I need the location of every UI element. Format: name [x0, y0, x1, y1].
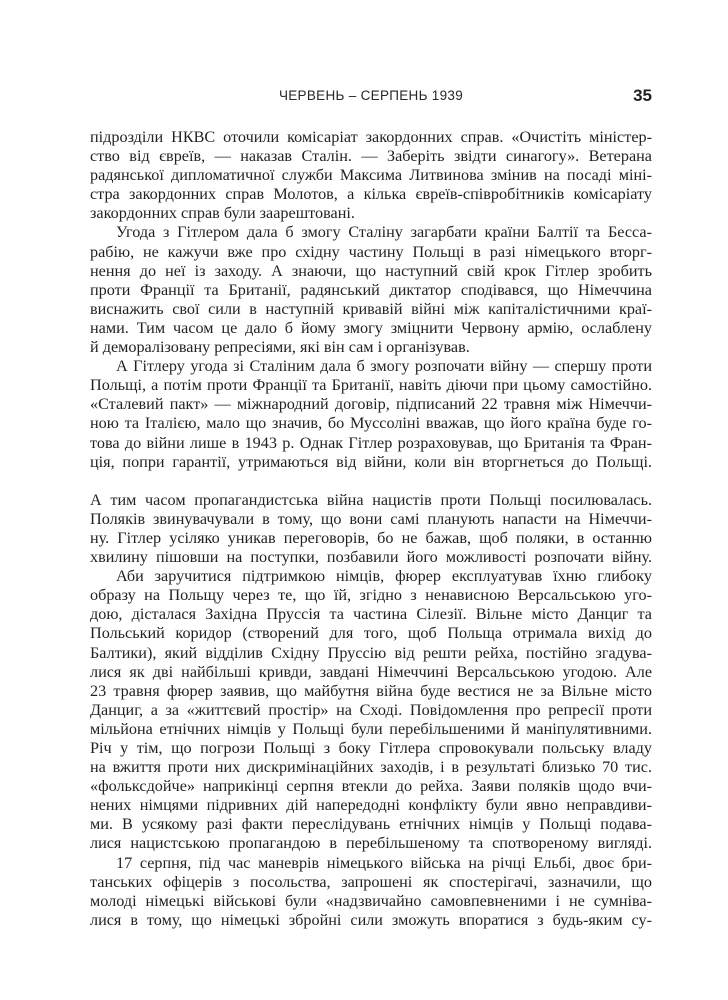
text-line-content: танських офіцерів з посольства, запрошені як спостерігачі, зазначили, що	[90, 872, 652, 891]
page-header	[90, 86, 652, 110]
text-line	[90, 338, 652, 357]
text-line	[90, 376, 652, 395]
text-line	[90, 873, 652, 892]
text-line-content: 23 травня фюрер заявив, що майбутня війна буде вестися не за Вільне місто	[90, 681, 652, 700]
text-line-content: рабію, не кажучи вже про східну частину Польщі в разі німецького вторг-	[90, 242, 652, 261]
text-line	[90, 414, 652, 433]
text-line	[90, 624, 652, 643]
text-line-content: виснажить свої сили в наступній кривавій війні між капіталістичними краї-	[90, 299, 652, 318]
text-line-content: проти Франції та Британії, радянський диктатор сподівався, що Німеччина	[90, 280, 652, 299]
text-line-content: ною та Італією, мало що значив, бо Муссоліні вважав, що його країна буде го-	[90, 414, 652, 433]
text-line	[90, 395, 652, 414]
text-line-content: «фольксдойче» наприкінці серпня втекли до рейха. Заяви поляків щодо вчи-	[90, 777, 652, 796]
text-line	[90, 491, 652, 510]
text-line	[90, 777, 652, 796]
text-line	[90, 720, 652, 739]
text-line-content: А тим часом пропагандистська війна нацистів проти Польщі посилювалась.	[90, 490, 652, 509]
text-line	[90, 815, 652, 834]
text-line-content: радянської дипломатичної служби Максима Литвинова змінив на посаді міні-	[90, 166, 652, 185]
text-line	[90, 548, 652, 567]
text-line	[90, 644, 652, 663]
text-line	[90, 319, 652, 338]
text-line-content: молоді німецькі військові були «надзвичайно самовпевненими і не сумніва-	[90, 891, 652, 910]
text-line-content: А Гітлеру угода зі Сталіним дала б змогу розпочати війну — спершу проти	[116, 357, 652, 376]
text-line	[90, 357, 652, 376]
text-line-content: й деморалізовану репресіями, які він сам і організував.	[90, 338, 470, 357]
text-line-content: Річ у тім, що погрози Польщі з боку Гітлера спровокували польську владу	[90, 739, 652, 757]
text-line-content: Поляків звинувачували в тому, що вони самі планують напасти на Німеччи-	[90, 509, 652, 528]
paragraph	[90, 128, 652, 223]
text-line-content: нення до неї із заходу. А знаючи, що наступний свій крок Гітлер зробить	[90, 261, 652, 280]
text-line	[90, 911, 652, 930]
text-line	[90, 147, 652, 166]
text-line-content: това до війни лише в 1943 р. Однак Гітлер розраховував, що Британія та Фран-	[90, 433, 652, 452]
text-line	[90, 567, 652, 586]
text-line-content: «Сталевий пакт» — міжнародний договір, підписаний 22 травня між Німеччи-	[90, 395, 652, 414]
text-line	[90, 262, 652, 281]
text-line-content: лися нацистською пропагандою в перебільшеному та спотвореному вигляді.	[90, 834, 652, 853]
text-line	[90, 758, 652, 777]
text-line-content: підрозділи НКВС оточили комісаріат закордонних справ. «Очистіть міністер-	[90, 128, 652, 146]
text-line	[90, 682, 652, 701]
text-line-content: на вжиття проти них дискримінаційних заходів, і в результаті близько 70 тис.	[90, 758, 652, 777]
text-line-content: хвилину пішовши на поступки, позбавили його можливості розпочати війну.	[90, 548, 652, 567]
paragraph	[90, 567, 652, 853]
text-line	[90, 739, 652, 758]
text-line	[90, 892, 652, 911]
text-line	[90, 453, 652, 472]
text-line-content: Аби заручитися підтримкою німців, фюрер експлуатував їхню глибоку	[116, 567, 652, 586]
text-line	[90, 834, 652, 853]
text-line	[90, 586, 652, 605]
text-line-content: нами. Тим часом це дало б йому змогу зміцнити Червону армію, ослаблену	[90, 318, 652, 337]
text-line	[90, 529, 652, 548]
text-line	[90, 128, 652, 147]
text-line	[90, 185, 652, 204]
running-head: ЧЕРВЕНЬ – СЕРПЕНЬ 1939	[278, 88, 464, 103]
text-line-content: мільйона етнічних німців у Польщі були перебільшеними й маніпулятивними.	[90, 719, 652, 738]
text-line	[90, 701, 652, 720]
text-line-content: Польщі, а потім проти Франції та Британії, навіть діючи при цьому самостійно.	[90, 376, 652, 395]
text-line-content: образу на Польщу через те, що їй, згідно з ненависною Версальською уго-	[90, 586, 652, 605]
text-line-content: Польський коридор (створений для того, щоб Польща отримала вихід до	[90, 624, 652, 643]
paragraph	[90, 357, 652, 472]
text-line	[90, 300, 652, 319]
text-line-content: ство від євреїв, — наказав Сталін. — Заберіть звідти синагогу». Ветерана	[90, 147, 652, 166]
text-line	[90, 281, 652, 300]
page-number: 35	[633, 86, 652, 105]
text-line	[90, 663, 652, 682]
text-line-content: Угода з Гітлером дала б змогу Сталіну загарбати країни Балтії та Бесса-	[116, 223, 652, 242]
text-line	[90, 605, 652, 624]
text-line	[90, 166, 652, 185]
text-line	[90, 854, 652, 873]
paragraph	[90, 491, 652, 567]
body-text	[90, 128, 652, 930]
text-line-content: лися як дві найбільші кривди, завдані Німеччині Версальською угодою. Але	[90, 662, 652, 681]
text-line-content: нених німцями підривних дій напередодні конфлікту були явно неправдиви-	[90, 796, 652, 815]
text-line-content: ну. Гітлер усіляко уникав переговорів, бо не бажав, щоб поляки, в останню	[90, 528, 652, 547]
paragraph	[90, 854, 652, 930]
paragraph	[90, 223, 652, 357]
text-line-content: лися в тому, що німецькі збройні сили зможуть впоратися з будь-яким су-	[90, 910, 652, 929]
text-line-content: закордонних справ були заарештовані.	[90, 204, 355, 223]
section-break	[90, 472, 652, 491]
text-line-content: Балтики), який відділив Східну Пруссію від решти рейха, постійно згадува-	[90, 643, 652, 662]
text-line-content: ція, попри гарантії, утримаються від війни, коли він вторгнеться до Польщі.	[90, 452, 652, 471]
text-line-content: ми. В усякому разі факти переслідувань етнічних німців у Польщі подава-	[90, 815, 652, 834]
text-line	[90, 204, 652, 223]
text-line-content: дою, дісталася Західна Пруссія та частина Сілезії. Вільне місто Данциг та	[90, 605, 652, 624]
text-line	[90, 243, 652, 262]
text-line-content: стра закордонних справ Молотов, а кілька євреїв-співробітників комісаріату	[90, 185, 652, 204]
text-line	[90, 510, 652, 529]
text-line	[90, 223, 652, 242]
text-line-content: Данциг, а за «життєвий простір» на Сході. Повідомлення про репресії проти	[90, 700, 652, 719]
text-line	[90, 434, 652, 453]
text-line-content: 17 серпня, під час маневрів німецького війська на річці Ельбі, двоє бри-	[116, 853, 652, 872]
text-line	[90, 796, 652, 815]
